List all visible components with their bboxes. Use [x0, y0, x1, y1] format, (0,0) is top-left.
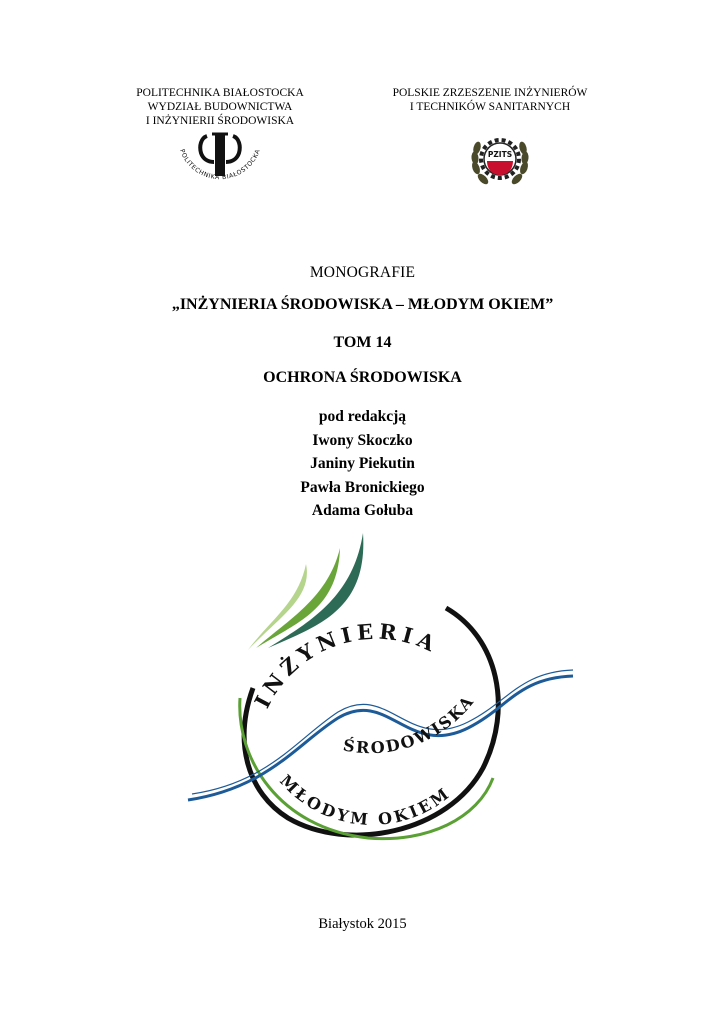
monograph-label: MONOGRAFIE	[309, 264, 416, 281]
series-title: „INŻYNIERIA ŚRODOWISKA – MŁODYM OKIEM”	[171, 296, 554, 313]
editors-block	[0, 405, 725, 523]
volume-title: OCHRONA ŚRODOWISKA	[263, 369, 462, 386]
institution-right	[390, 86, 590, 114]
logo-words-mlodym-okiem: MŁODYM OKIEM	[276, 770, 455, 830]
place-and-year: Białystok 2015	[318, 916, 407, 932]
editors-intro: pod redakcją	[318, 408, 407, 425]
institution-left-line-2: WYDZIAŁ BUDOWNICTWA	[147, 101, 293, 113]
institution-right-line-2: I TECHNIKÓW SANITARNYCH	[409, 101, 571, 113]
editor-name: Iwony Skoczko	[312, 431, 413, 449]
logo-word-srodowiska: ŚRODOWISKA	[341, 691, 479, 758]
pzits-logo-text: PZITS	[487, 150, 513, 159]
volume-number: TOM 14	[333, 334, 392, 351]
politechnika-logo-icon	[170, 128, 270, 200]
logo-word-inzynieria: INŻYNIERIA	[249, 618, 444, 712]
institution-left-line-1: POLITECHNIKA BIAŁOSTOCKA	[136, 87, 304, 99]
institution-left-line-3: I INŻYNIERII ŚRODOWISKA	[145, 115, 295, 127]
editor-name: Janiny Piekutin	[310, 455, 415, 472]
svg-text:ŚRODOWISKA	[342, 691, 478, 757]
leaf-light-icon	[248, 564, 307, 650]
editor-name: Adama Gołuba	[311, 502, 414, 519]
series-logo	[178, 528, 578, 863]
pzits-logo-icon	[466, 128, 534, 194]
institution-left	[120, 86, 320, 128]
institution-right-line-1: POLSKIE ZRZESZENIE INŻYNIERÓW	[392, 87, 588, 99]
politechnika-logo-text: POLITECHNIKA BIAŁOSTOCKA	[178, 148, 262, 182]
editor-name: Pawła Bronickiego	[300, 478, 425, 496]
